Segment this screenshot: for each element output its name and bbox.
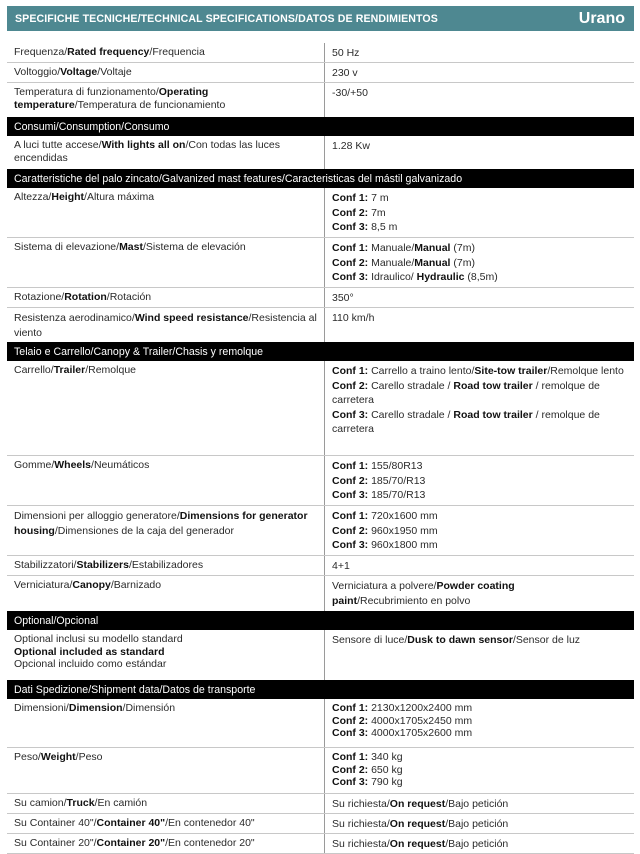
- row-label: A luci tutte accese/With lights all on/Con todas las luces encendidas: [7, 136, 325, 169]
- row-label: Su Container 20"/Container 20"/En contenedor 20": [7, 834, 325, 853]
- row-label: Temperatura di funzionamento/Operating temperature/Temperatura de funcionamiento: [7, 83, 325, 117]
- table-row: [7, 63, 634, 83]
- row-label: Su camion/Truck/En camión: [7, 794, 325, 813]
- row-value: Conf 1: Manuale/Manual (7m) Conf 2: Manuale/Manual (7m) Conf 3: Idraulico/ Hydraulic (8,5m): [332, 242, 498, 284]
- row-label: Carrello/Trailer/Remolque: [7, 361, 325, 455]
- row-label: Rotazione/Rotation/Rotación: [7, 288, 325, 307]
- spec-table: [7, 43, 634, 854]
- table-row: [7, 794, 634, 814]
- row-value: Sensore di luce/Dusk to dawn sensor/Sensor de luz: [332, 634, 581, 646]
- spec-sheet: [0, 6, 640, 854]
- table-row: [7, 361, 634, 456]
- row-label: Voltoggio/Voltage/Voltaje: [7, 63, 325, 82]
- row-label: Optional inclusi su modello standard Optional included as standard Opcional incluido como estándar: [7, 630, 325, 680]
- table-row: [7, 834, 634, 854]
- table-row: [7, 308, 634, 342]
- row-value: -30/+50: [332, 87, 368, 99]
- row-value: 230 v: [332, 67, 358, 79]
- section-header-consumption: Consumi/Consumption/Consumo: [7, 117, 634, 136]
- section-header-optional: Optional/Opcional: [7, 611, 634, 630]
- table-row: [7, 699, 634, 748]
- model-name: Urano: [578, 9, 625, 27]
- row-label: Verniciatura/Canopy/Barnizado: [7, 576, 325, 611]
- row-value: 50 Hz: [332, 47, 360, 59]
- row-label: Peso/Weight/Peso: [7, 748, 325, 793]
- row-value: Conf 1: 7 m Conf 2: 7m Conf 3: 8,5 m: [332, 192, 398, 234]
- row-value: 350°: [332, 292, 354, 304]
- row-value: Conf 1: 155/80R13 Conf 2: 185/70/R13 Conf 3: 185/70/R13: [332, 460, 426, 502]
- row-value: Conf 1: 720x1600 mm Conf 2: 960x1950 mm Conf 3: 960x1800 mm: [332, 510, 438, 552]
- table-row: [7, 506, 634, 556]
- title-bar: [7, 6, 634, 31]
- table-row: [7, 83, 634, 117]
- page-title: SPECIFICHE TECNICHE/TECHNICAL SPECIFICATIONS/DATOS DE RENDIMIENTOS: [15, 12, 438, 25]
- table-row: [7, 814, 634, 834]
- table-row: [7, 748, 634, 794]
- table-row: [7, 188, 634, 238]
- table-row: [7, 136, 634, 169]
- table-row: [7, 288, 634, 308]
- row-value: Su richiesta/On request/Bajo petición: [332, 798, 509, 810]
- table-row: [7, 456, 634, 506]
- section-header-mast: Caratteristiche del palo zincato/Galvanized mast features/Caracteristicas del mástil galvanizado: [7, 169, 634, 188]
- row-value: Su richiesta/On request/Bajo petición: [332, 818, 509, 830]
- row-value: 1.28 Kw: [332, 140, 370, 152]
- row-value: Verniciatura a polvere/Powder coating paint/Recubrimiento en polvo: [332, 580, 515, 607]
- row-label: Su Container 40"/Container 40"/En contenedor 40": [7, 814, 325, 833]
- row-label: Altezza/Height/Altura máxima: [7, 188, 325, 237]
- section-header-shipment: Dati Spedizione/Shipment data/Datos de transporte: [7, 680, 634, 699]
- row-value: Su richiesta/On request/Bajo petición: [332, 838, 509, 850]
- table-row: [7, 630, 634, 680]
- table-row: [7, 576, 634, 611]
- row-label: Frequenza/Rated frequency/Frequencia: [7, 43, 325, 62]
- table-row: [7, 43, 634, 63]
- section-header-trailer: Telaio e Carrello/Canopy & Trailer/Chasis y remolque: [7, 342, 634, 361]
- table-row: [7, 238, 634, 288]
- row-label: Dimensioni per alloggio generatore/Dimensions for generator housing/Dimensiones de la caja del generador: [7, 506, 325, 555]
- table-row: [7, 556, 634, 576]
- row-label: Stabilizzatori/Stabilizers/Estabilizadores: [7, 556, 325, 575]
- row-value: Conf 1: Carrello a traino lento/Site-tow trailer/Remolque lento Conf 2: Carello stradale / Road tow trailer / remolque de carretera Conf 3: Carello stradale / Road tow trailer / remolque de carretera: [332, 365, 624, 436]
- row-label: Resistenza aerodinamico/Wind speed resistance/Resistencia al viento: [7, 308, 325, 342]
- row-value: 110 km/h: [332, 312, 375, 324]
- row-value: Conf 1: 2130x1200x2400 mm Conf 2: 4000x1705x2450 mm Conf 3: 4000x1705x2600 mm: [332, 702, 473, 739]
- row-label: Sistema di elevazione/Mast/Sistema de elevación: [7, 238, 325, 287]
- row-label: Gomme/Wheels/Neumáticos: [7, 456, 325, 505]
- row-value: Conf 1: 340 kg Conf 2: 650 kg Conf 3: 790 kg: [332, 751, 403, 788]
- row-value: 4+1: [332, 560, 350, 572]
- row-label: Dimensioni/Dimension/Dimensión: [7, 699, 325, 747]
